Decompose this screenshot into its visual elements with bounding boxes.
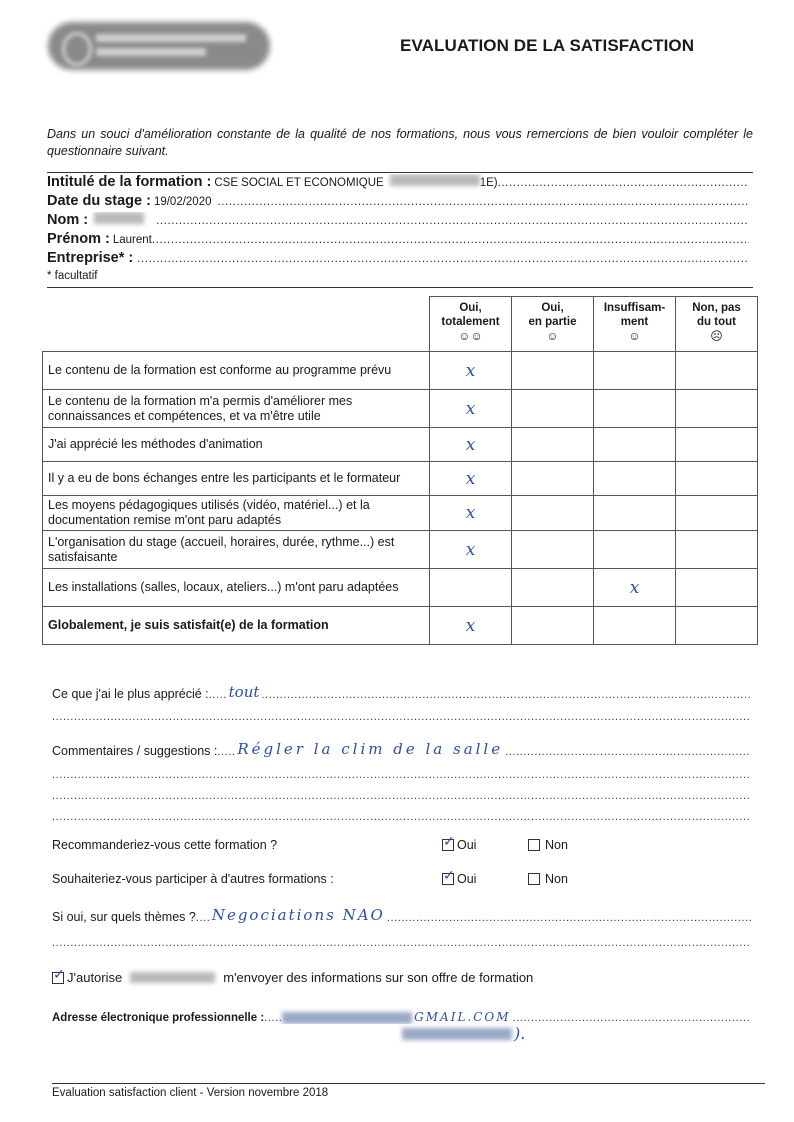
- answer-cell[interactable]: [430, 607, 512, 645]
- logo-text-redacted: [96, 34, 246, 42]
- table-header-row: [43, 297, 758, 352]
- table-row: [43, 390, 758, 428]
- other-yes-checkbox[interactable]: ✓ Oui: [443, 867, 477, 886]
- field-label: Nom :: [47, 212, 89, 228]
- answer-cell[interactable]: [430, 531, 512, 569]
- field-label: Adresse électronique professionnelle :: [52, 1012, 265, 1024]
- checkbox-icon: [52, 965, 65, 984]
- email-continuation: ).: [402, 1024, 527, 1043]
- optional-note: * facultatif: [47, 270, 98, 282]
- table-row: [43, 496, 758, 531]
- field-label: Prénom :: [47, 231, 110, 247]
- neutral-face-icon: ☺: [628, 329, 641, 343]
- field-nom[interactable]: [47, 212, 749, 231]
- answer-cell[interactable]: [594, 496, 676, 531]
- answer-cell[interactable]: [512, 496, 594, 531]
- table-row: [43, 607, 758, 645]
- handwritten-check-mark: x: [465, 434, 476, 455]
- answer-cell[interactable]: [676, 569, 758, 607]
- comments-line-2[interactable]: [52, 762, 751, 781]
- dotted-line: [52, 937, 751, 949]
- question-cell: Les installations (salles, locaux, ateliers...) m'ont paru adaptées: [43, 569, 430, 607]
- answer-cell[interactable]: [512, 390, 594, 428]
- redacted-email: [282, 1012, 412, 1024]
- smiley-icon: ☺: [546, 329, 559, 343]
- handwritten-answer: GMAIL.COM: [414, 1010, 511, 1024]
- themes-line-2[interactable]: [52, 930, 751, 949]
- header-empty-cell: [43, 297, 430, 352]
- dotted-line: [498, 177, 749, 189]
- checkmark-icon: ✓: [443, 833, 455, 849]
- redacted-email: [402, 1028, 512, 1040]
- answer-cell[interactable]: [676, 428, 758, 462]
- checkbox-icon: [442, 833, 455, 851]
- liked-field[interactable]: [52, 682, 751, 701]
- checkmark-icon: ✓: [53, 965, 65, 982]
- handwritten-check-mark: x: [465, 615, 476, 636]
- answer-cell[interactable]: [430, 496, 512, 531]
- table-row: [43, 462, 758, 496]
- handwritten-check-mark: x: [465, 468, 476, 489]
- comments-line-4[interactable]: [52, 804, 751, 823]
- comments-line-3[interactable]: [52, 783, 751, 802]
- field-value: 19/02/2020: [153, 196, 212, 208]
- column-header: Non, pas du tout ☹: [676, 297, 758, 352]
- table-row: [43, 352, 758, 390]
- question-cell: Le contenu de la formation m'a permis d'améliorer mes connaissances et compétences, et va m'être utile: [43, 390, 430, 428]
- liked-field-line-2[interactable]: [52, 704, 751, 723]
- answer-cell[interactable]: [512, 607, 594, 645]
- intro-text: Dans un souci d'amélioration constante de la qualité de nos formations, nous vous remercions de bien vouloir compléter le questionnaire suivant.: [47, 127, 753, 158]
- answer-cell[interactable]: [676, 352, 758, 390]
- themes-field[interactable]: [52, 905, 751, 924]
- satisfaction-table: [42, 296, 758, 645]
- field-value-suffix: 1E): [479, 177, 498, 189]
- dotted-line: [261, 689, 751, 701]
- field-label: Commentaires / suggestions :: [52, 744, 218, 758]
- dotted-line: [513, 1012, 751, 1024]
- checkbox-icon: [528, 839, 540, 851]
- question-cell: Les moyens pédagogiques utilisés (vidéo, matériel...) et la documentation remise m'ont paru adaptés: [43, 496, 430, 531]
- handwritten-check-mark: x: [465, 398, 476, 419]
- field-formation[interactable]: [47, 174, 749, 193]
- answer-cell[interactable]: [512, 531, 594, 569]
- logo-text-redacted: [96, 48, 206, 56]
- field-label: Si oui, sur quels thèmes ?: [52, 910, 196, 924]
- field-label: Entreprise* :: [47, 250, 134, 266]
- dotted-line: [52, 711, 751, 723]
- recommend-yes-checkbox[interactable]: ✓ Oui: [443, 833, 477, 852]
- answer-cell[interactable]: [594, 462, 676, 496]
- column-header: Insuffisam- ment ☺: [594, 297, 676, 352]
- question-cell: Globalement, je suis satisfait(e) de la formation: [43, 607, 430, 645]
- field-label: Intitulé de la formation :: [47, 174, 212, 190]
- answer-cell[interactable]: [512, 569, 594, 607]
- answer-cell[interactable]: [594, 428, 676, 462]
- sad-face-icon: ☹: [710, 329, 723, 343]
- field-value: CSE SOCIAL ET ECONOMIQUE: [214, 177, 384, 189]
- field-entreprise[interactable]: [47, 250, 749, 269]
- dotted-line: [505, 746, 751, 758]
- question-cell: L'organisation du stage (accueil, horaires, durée, rythme...) est satisfaisante: [43, 531, 430, 569]
- answer-cell[interactable]: [430, 462, 512, 496]
- answer-cell[interactable]: [594, 607, 676, 645]
- comments-field[interactable]: [52, 739, 751, 758]
- two-smileys-icon: ☺☺: [458, 329, 483, 343]
- other-no-checkbox[interactable]: Non: [528, 872, 568, 886]
- email-field[interactable]: [52, 1004, 751, 1024]
- redacted-text: [390, 174, 480, 186]
- field-label: Ce que j'ai le plus apprécié :: [52, 687, 209, 701]
- logo-emblem-icon: [62, 32, 92, 66]
- divider: [47, 287, 753, 288]
- footer-divider: [52, 1083, 765, 1084]
- field-prenom[interactable]: [47, 231, 749, 250]
- dotted-line: [156, 215, 749, 227]
- field-date[interactable]: [47, 193, 749, 212]
- table-row: [43, 569, 758, 607]
- answer-cell[interactable]: [512, 428, 594, 462]
- answer-cell[interactable]: [512, 462, 594, 496]
- answer-cell[interactable]: [430, 390, 512, 428]
- dotted-line: [387, 912, 751, 924]
- table-row: [43, 531, 758, 569]
- table-row: [43, 428, 758, 462]
- answer-cell[interactable]: [676, 496, 758, 531]
- answer-cell[interactable]: [430, 569, 512, 607]
- dotted-line: [52, 769, 751, 781]
- answer-cell[interactable]: [594, 352, 676, 390]
- divider: [47, 172, 753, 173]
- other-formations-question: Souhaiteriez-vous participer à d'autres formations :: [52, 872, 334, 886]
- dotted-line: [52, 811, 751, 823]
- answer-cell[interactable]: [430, 352, 512, 390]
- handwritten-check-mark: x: [465, 503, 476, 523]
- answer-cell[interactable]: [676, 607, 758, 645]
- dotted-line: [52, 790, 751, 802]
- checkbox-icon: [528, 873, 540, 885]
- question-cell: J'ai apprécié les méthodes d'animation: [43, 428, 430, 462]
- field-label: Date du stage :: [47, 193, 151, 209]
- answer-cell[interactable]: [430, 428, 512, 462]
- checkmark-icon: ✓: [443, 867, 455, 883]
- answer-cell[interactable]: [512, 352, 594, 390]
- handwritten-answer: Negociations NAO: [211, 906, 385, 924]
- answer-cell[interactable]: [676, 531, 758, 569]
- footer-text: Evaluation satisfaction client - Version novembre 2018: [52, 1087, 329, 1099]
- dotted-line: [218, 196, 750, 208]
- page-title: EVALUATION DE LA SATISFACTION: [400, 36, 695, 55]
- field-value: Laurent: [112, 234, 152, 246]
- question-cell: Il y a eu de bons échanges entre les participants et le formateur: [43, 462, 430, 496]
- handwritten-answer: tout: [228, 683, 260, 701]
- column-header: Oui, en partie ☺: [512, 297, 594, 352]
- recommend-no-checkbox[interactable]: Non: [528, 838, 568, 852]
- handwritten-check-mark: x: [465, 360, 476, 381]
- handwritten-check-mark: x: [629, 577, 640, 598]
- answer-cell[interactable]: [676, 462, 758, 496]
- answer-cell[interactable]: [594, 390, 676, 428]
- dotted-line: [152, 234, 749, 246]
- column-header: Oui, totalement ☺☺: [430, 297, 512, 352]
- handwritten-check-mark: x: [465, 539, 476, 560]
- answer-cell[interactable]: [594, 531, 676, 569]
- consent-checkbox[interactable]: ✓ J'autorise m'envoyer des informations sur son offre de formation: [53, 965, 534, 985]
- redacted-text: [130, 972, 215, 983]
- handwritten-answer: Régler la clim de la salle: [237, 740, 504, 758]
- question-cell: Le contenu de la formation est conforme au programme prévu: [43, 352, 430, 390]
- recommend-question: Recommanderiez-vous cette formation ?: [52, 838, 278, 852]
- checkbox-icon: [442, 867, 455, 885]
- answer-cell[interactable]: [676, 390, 758, 428]
- dotted-line: [137, 253, 749, 265]
- redacted-text: [94, 212, 144, 224]
- answer-cell[interactable]: [594, 569, 676, 607]
